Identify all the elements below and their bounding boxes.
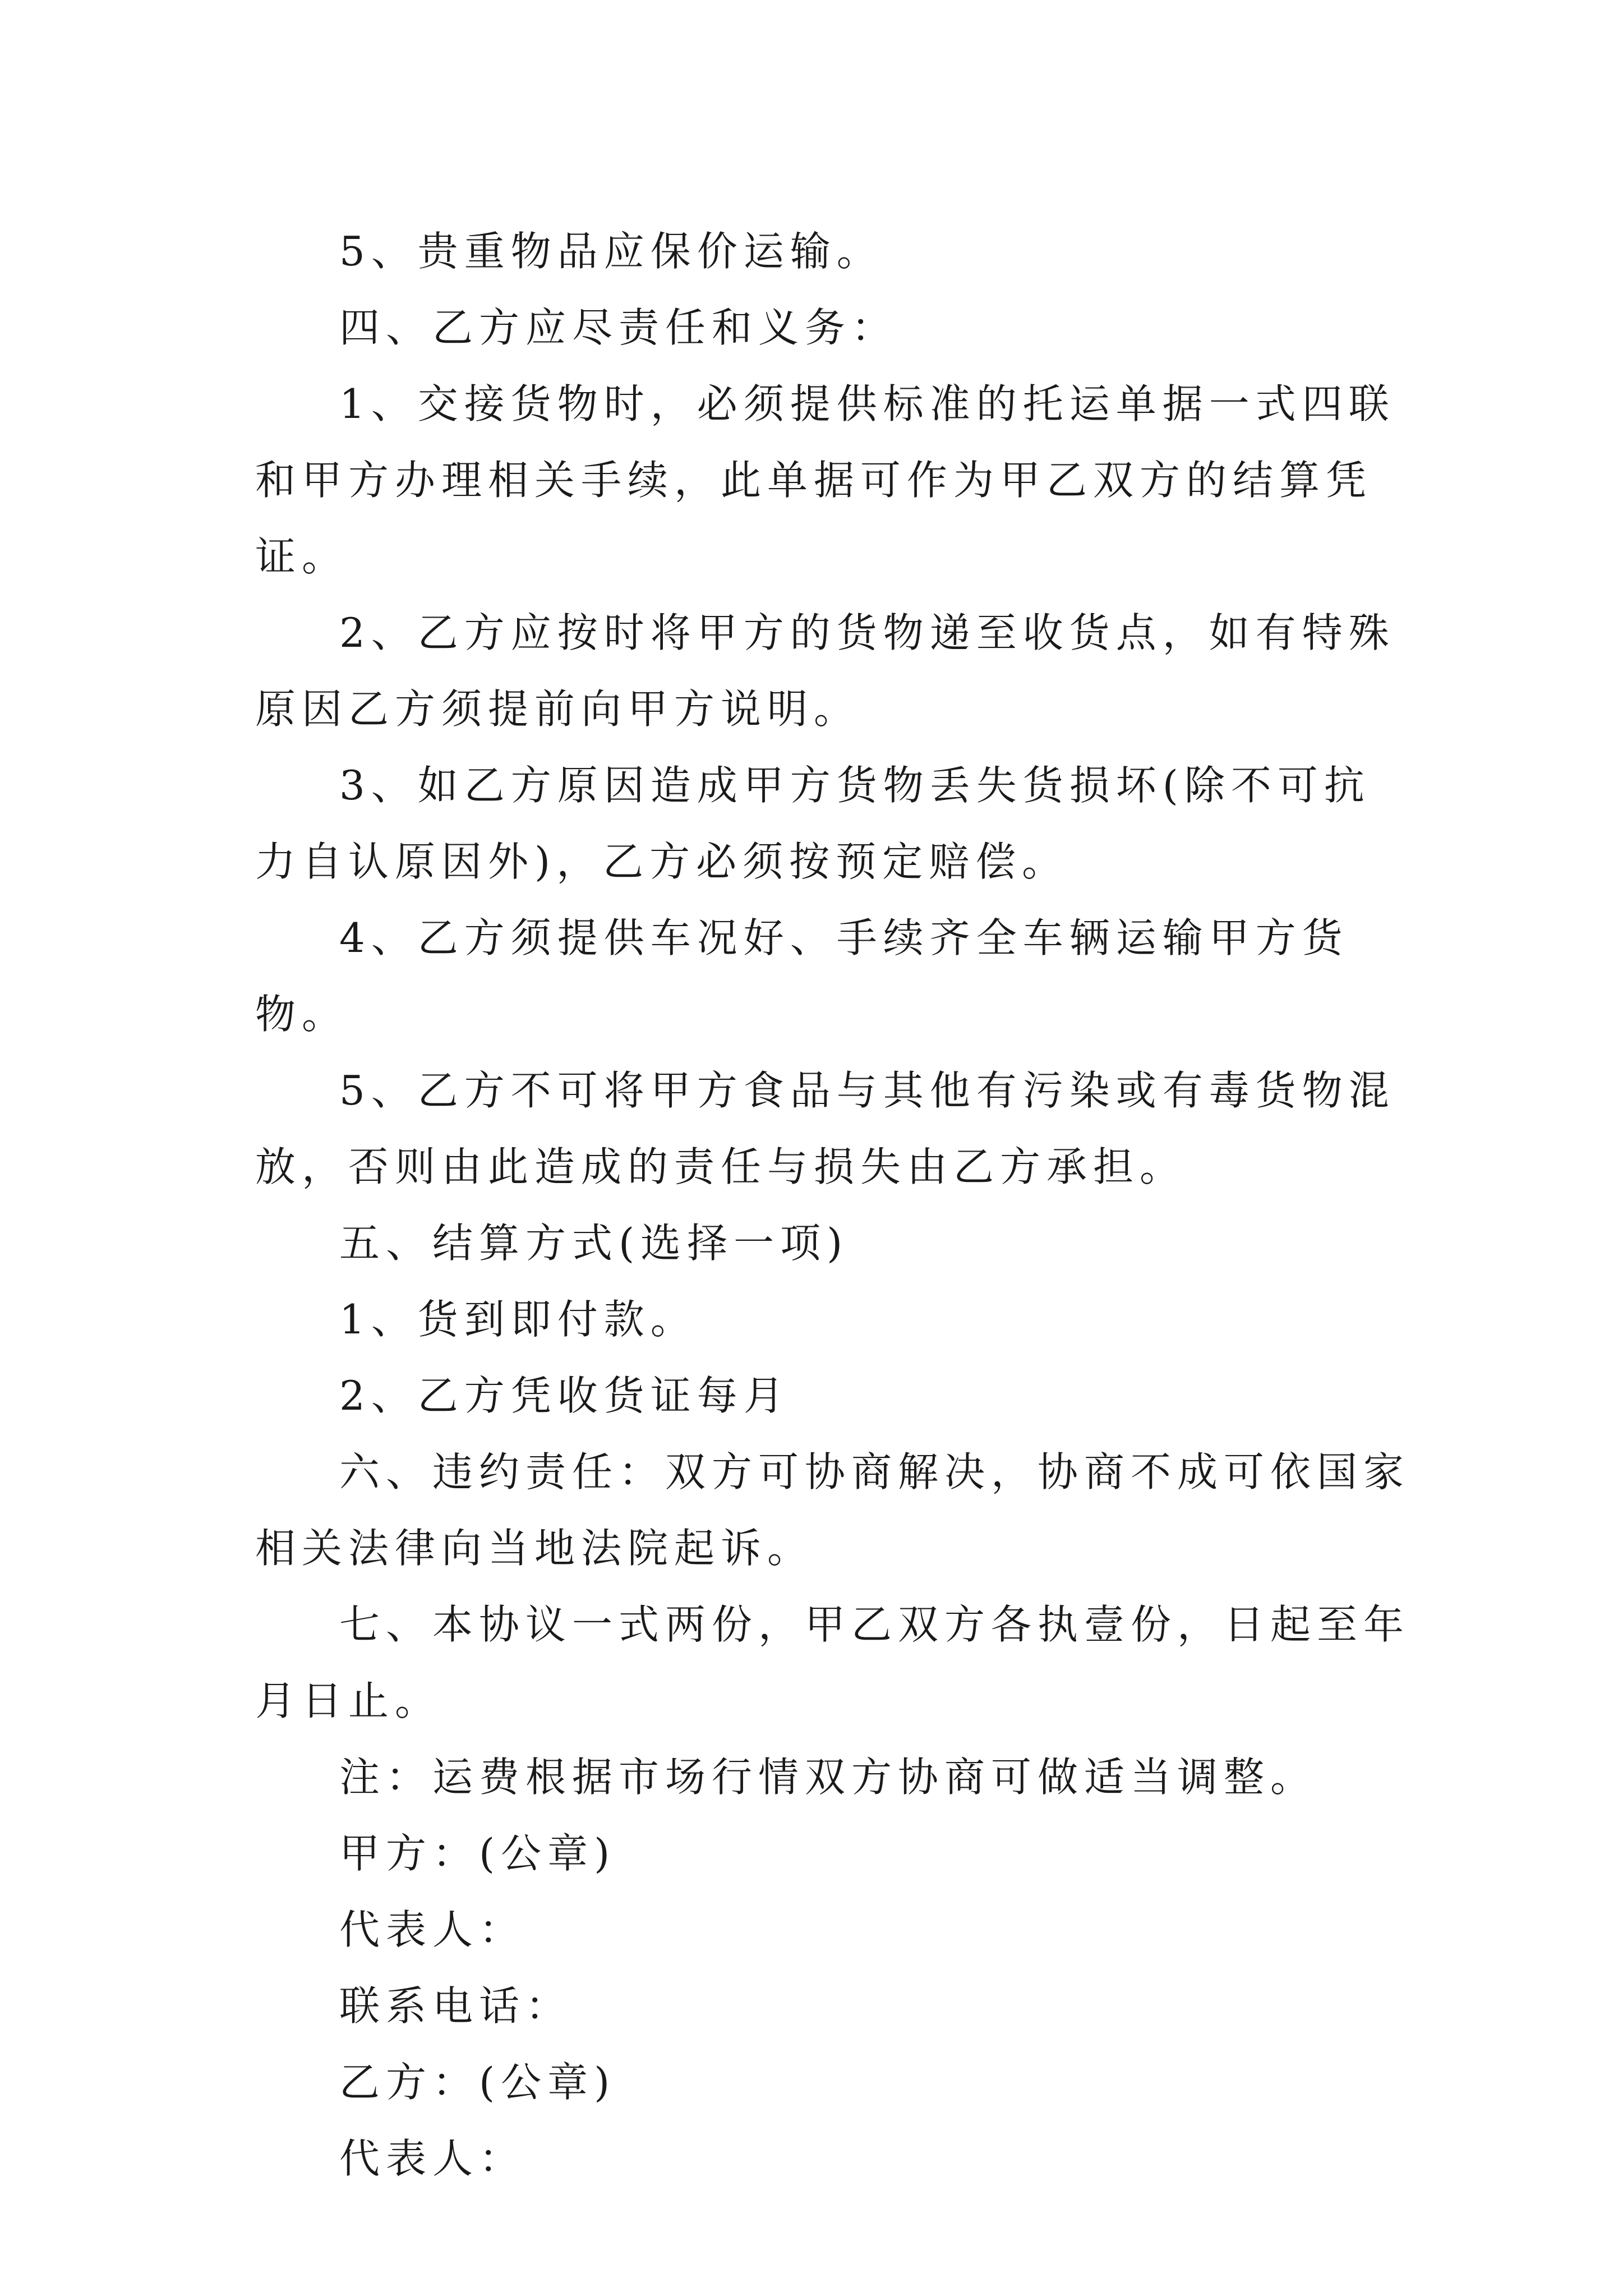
paragraph-item-1-handover: 1、交接货物时，必须提供标准的托运单据一式四联和甲方办理相关手续，此单据可作为甲乙双方的结算凭证。 [255, 380, 1395, 580]
paragraph-item-3-compensation: 3、如乙方原因造成甲方货物丢失货损坏(除不可抗力自认原因外)，乙方必须按预定赔偿。 [255, 762, 1371, 885]
signature-party-b-representative: 代表人： [339, 2135, 526, 2182]
paragraph-item-4-vehicles: 4、乙方须提供车况好、手续齐全车辆运输甲方货物。 [255, 914, 1349, 1038]
paragraph-item-5-contamination: 5、乙方不可将甲方食品与其他有污染或有毒货物混放，否则由此造成的责任与损失由乙方承担。 [255, 1067, 1395, 1190]
signature-party-a-seal: 甲方：(公章) [339, 1830, 616, 1877]
paragraph-item-5-valuables: 5、贵重物品应保价运输。 [339, 228, 883, 275]
note-freight-adjustment: 注：运费根据市场行情双方协商可做适当调整。 [339, 1754, 1317, 1801]
signature-party-a-phone: 联系电话： [339, 1982, 573, 2030]
section-heading-settlement: 五、结算方式(选择一项) [339, 1220, 849, 1267]
signature-party-a-representative: 代表人： [339, 1906, 526, 1953]
paragraph-settlement-option-1: 1、货到即付款。 [339, 1296, 697, 1343]
paragraph-settlement-option-2: 2、乙方凭收货证每月 [339, 1372, 790, 1419]
document-body [255, 213, 1410, 2197]
section-heading-party-b-duties: 四、乙方应尽责任和义务： [339, 304, 898, 351]
signature-party-b-seal: 乙方：(公章) [339, 2059, 616, 2106]
section-copies-term: 七、本协议一式两份，甲乙双方各执壹份，日起至年月日止。 [255, 1601, 1410, 1724]
section-breach-liability: 六、违约责任：双方可协商解决，协商不成可依国家相关法律向当地法院起诉。 [255, 1448, 1410, 1572]
paragraph-item-2-delivery: 2、乙方应按时将甲方的货物递至收货点，如有特殊原因乙方须提前向甲方说明。 [255, 609, 1395, 733]
